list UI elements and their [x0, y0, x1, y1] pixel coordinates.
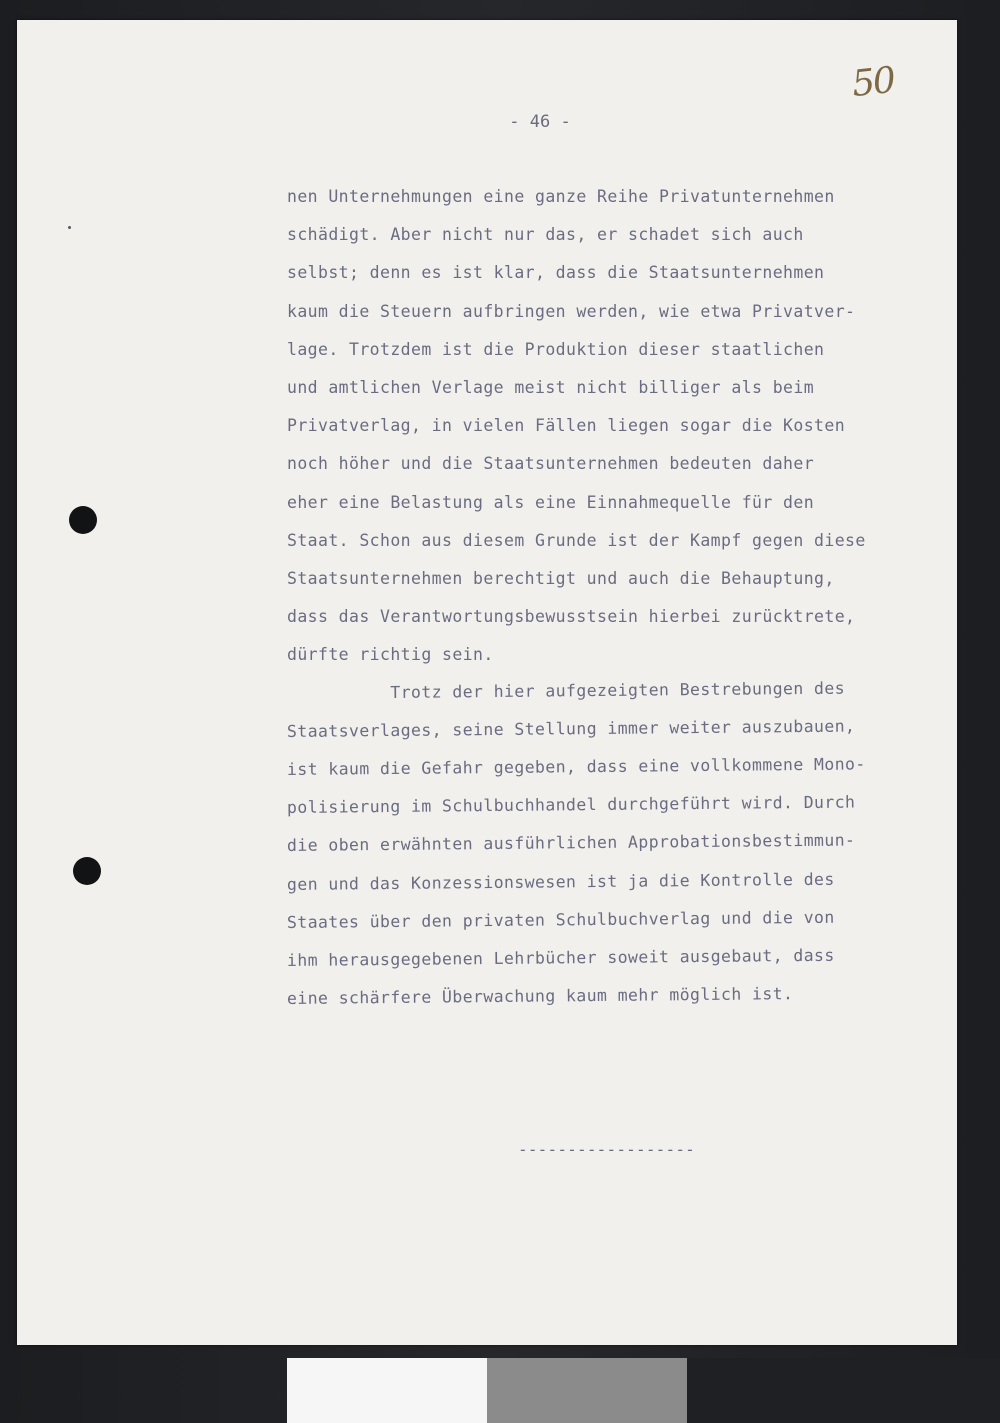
- text-line: eine schärfere Überwachung kaum mehr möglich ist.: [286, 984, 794, 1009]
- text-line: polisierung im Schulbuchhandel durchgeführt wird. Durch: [286, 792, 856, 818]
- page-number: - 46 -: [509, 112, 571, 132]
- paper-speck: [68, 226, 71, 229]
- text-line: Staat. Schon aus diesem Grunde ist der Kampf gegen diese: [287, 530, 866, 550]
- closing-dash-rule: ------------------: [518, 1140, 695, 1159]
- text-line: die oben erwähnten ausführlichen Approbationsbestimmun-: [286, 830, 856, 856]
- calibration-white-patch: [287, 1358, 487, 1423]
- punch-hole: [69, 506, 97, 534]
- punch-hole: [73, 857, 101, 885]
- paragraph-1: [287, 178, 957, 675]
- text-line: Privatverlag, in vielen Fällen liegen sogar die Kosten: [287, 416, 846, 436]
- paragraph-2: [287, 675, 957, 1019]
- text-line: schädigt. Aber nicht nur das, er schadet sich auch: [287, 225, 804, 245]
- text-line: noch höher und die Staatsunternehmen bedeuten daher: [287, 454, 815, 474]
- text-line: kaum die Steuern aufbringen werden, wie etwa Privatver-: [287, 301, 856, 321]
- text-line: Trotz der hier aufgezeigten Bestrebungen des: [286, 678, 846, 703]
- text-line: Staatsunternehmen berechtigt und auch die Behauptung,: [287, 569, 835, 589]
- text-line: lage. Trotzdem ist die Produktion dieser staatlichen: [287, 339, 825, 359]
- text-line: Staatsverlages, seine Stellung immer weiter auszubauen,: [286, 716, 856, 741]
- body-text: [287, 178, 957, 1018]
- text-line: Staates über den privaten Schulbuchverlag und die von: [286, 907, 835, 932]
- text-line: selbst; denn es ist klar, dass die Staatsunternehmen: [287, 263, 825, 283]
- text-line: dass das Verantwortungsbewusstsein hierbei zurücktrete,: [287, 607, 856, 627]
- text-line: ist kaum die Gefahr gegeben, dass eine vollkommene Mono-: [286, 754, 866, 780]
- text-line: ihm herausgegebenen Lehrbücher soweit ausgebaut, dass: [286, 945, 835, 971]
- text-line: gen und das Konzessionswesen ist ja die Kontrolle des: [286, 869, 835, 894]
- text-line: eher eine Belastung als eine Einnahmequelle für den: [287, 492, 815, 512]
- calibration-gray-patch: [487, 1358, 687, 1423]
- calibration-dark-patch: [687, 1358, 1000, 1423]
- text-line: und amtlichen Verlage meist nicht billiger als beim: [287, 378, 815, 398]
- text-line: dürfte richtig sein.: [287, 645, 494, 665]
- handwritten-folio-number: 50: [849, 59, 896, 106]
- text-line: nen Unternehmungen eine ganze Reihe Privatunternehmen: [287, 187, 835, 206]
